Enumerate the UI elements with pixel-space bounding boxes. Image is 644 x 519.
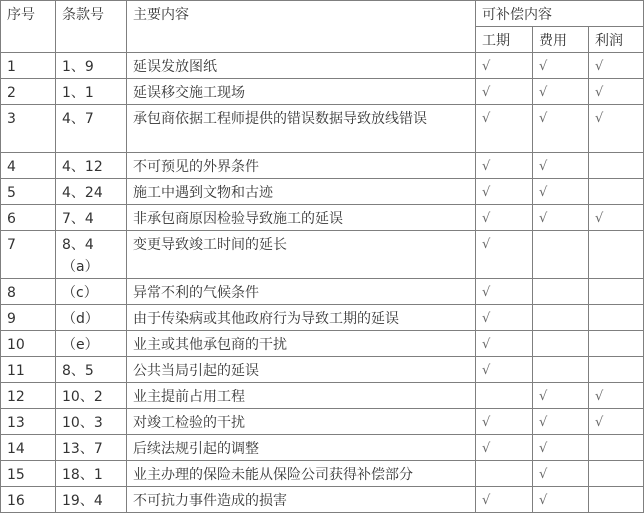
row-clause: 7、4 <box>56 205 127 231</box>
row-cost-mark: √ <box>533 409 589 435</box>
row-cost-mark: √ <box>533 461 589 487</box>
row-clause: （d） <box>56 305 127 331</box>
header-seq: 序号 <box>1 1 56 53</box>
row-cost-mark: √ <box>533 79 589 105</box>
row-clause: 10、3 <box>56 409 127 435</box>
header-compensable: 可补偿内容 <box>476 1 644 27</box>
table-row <box>1 105 644 153</box>
row-duration-mark: √ <box>476 105 533 153</box>
row-content: 承包商依据工程师提供的错误数据导致放线错误 <box>127 105 476 153</box>
row-duration-mark: √ <box>476 331 533 357</box>
table-body <box>1 1 644 513</box>
table-row <box>1 179 644 205</box>
row-seq: 9 <box>1 305 56 331</box>
row-content: 变更导致竣工时间的延长 <box>127 231 476 279</box>
row-cost-mark: √ <box>533 105 589 153</box>
row-seq: 15 <box>1 461 56 487</box>
row-cost-mark: √ <box>533 153 589 179</box>
row-content: 异常不利的气候条件 <box>127 279 476 305</box>
row-profit-mark: √ <box>589 205 644 231</box>
row-seq: 6 <box>1 205 56 231</box>
row-profit-mark: √ <box>589 105 644 153</box>
row-duration-mark: √ <box>476 409 533 435</box>
row-seq: 12 <box>1 383 56 409</box>
row-content: 业主办理的保险未能从保险公司获得补偿部分 <box>127 461 476 487</box>
header-profit: 利润 <box>589 27 644 53</box>
row-content: 由于传染病或其他政府行为导致工期的延误 <box>127 305 476 331</box>
row-cost-mark <box>533 357 589 383</box>
row-profit-mark: √ <box>589 53 644 79</box>
table-row <box>1 461 644 487</box>
row-profit-mark <box>589 435 644 461</box>
row-seq: 11 <box>1 357 56 383</box>
header-duration: 工期 <box>476 27 533 53</box>
row-duration-mark: √ <box>476 231 533 279</box>
row-profit-mark: √ <box>589 409 644 435</box>
row-content: 公共当局引起的延误 <box>127 357 476 383</box>
row-clause: 8、4（a） <box>56 231 127 279</box>
row-duration-mark: √ <box>476 279 533 305</box>
row-duration-mark: √ <box>476 153 533 179</box>
row-cost-mark: √ <box>533 179 589 205</box>
row-profit-mark <box>589 331 644 357</box>
table-row <box>1 487 644 513</box>
row-clause: 18、1 <box>56 461 127 487</box>
row-content: 施工中遇到文物和古迹 <box>127 179 476 205</box>
row-cost-mark: √ <box>533 487 589 513</box>
row-clause: 4、24 <box>56 179 127 205</box>
row-profit-mark: √ <box>589 383 644 409</box>
header-cost: 费用 <box>533 27 589 53</box>
row-seq: 16 <box>1 487 56 513</box>
table-row <box>1 53 644 79</box>
row-seq: 10 <box>1 331 56 357</box>
row-cost-mark <box>533 231 589 279</box>
table-row <box>1 231 644 279</box>
table-row <box>1 279 644 305</box>
row-clause: （c） <box>56 279 127 305</box>
row-content: 后续法规引起的调整 <box>127 435 476 461</box>
row-content: 不可预见的外界条件 <box>127 153 476 179</box>
row-profit-mark <box>589 461 644 487</box>
table-row <box>1 383 644 409</box>
row-duration-mark: √ <box>476 305 533 331</box>
row-content: 不可抗力事件造成的损害 <box>127 487 476 513</box>
table-row <box>1 331 644 357</box>
row-profit-mark <box>589 305 644 331</box>
row-content: 对竣工检验的干扰 <box>127 409 476 435</box>
row-duration-mark: √ <box>476 205 533 231</box>
table-row <box>1 357 644 383</box>
row-duration-mark: √ <box>476 79 533 105</box>
row-duration-mark: √ <box>476 357 533 383</box>
row-duration-mark: √ <box>476 435 533 461</box>
row-cost-mark: √ <box>533 53 589 79</box>
row-content: 业主提前占用工程 <box>127 383 476 409</box>
row-profit-mark <box>589 153 644 179</box>
row-clause: （e） <box>56 331 127 357</box>
row-content: 非承包商原因检验导致施工的延误 <box>127 205 476 231</box>
row-profit-mark <box>589 179 644 205</box>
header-content: 主要内容 <box>127 1 476 53</box>
row-seq: 3 <box>1 105 56 153</box>
row-seq: 14 <box>1 435 56 461</box>
header-row <box>1 1 644 27</box>
row-content: 业主或其他承包商的干扰 <box>127 331 476 357</box>
row-clause: 19、4 <box>56 487 127 513</box>
row-profit-mark <box>589 487 644 513</box>
row-clause: 8、5 <box>56 357 127 383</box>
row-seq: 5 <box>1 179 56 205</box>
row-duration-mark: √ <box>476 53 533 79</box>
row-duration-mark: √ <box>476 487 533 513</box>
row-profit-mark <box>589 279 644 305</box>
row-clause: 10、2 <box>56 383 127 409</box>
row-profit-mark: √ <box>589 79 644 105</box>
row-cost-mark: √ <box>533 205 589 231</box>
row-content: 延误移交施工现场 <box>127 79 476 105</box>
row-duration-mark <box>476 383 533 409</box>
row-cost-mark <box>533 279 589 305</box>
row-cost-mark: √ <box>533 383 589 409</box>
row-seq: 7 <box>1 231 56 279</box>
table-row <box>1 205 644 231</box>
row-seq: 2 <box>1 79 56 105</box>
table-row <box>1 79 644 105</box>
row-clause: 1、9 <box>56 53 127 79</box>
row-duration-mark <box>476 461 533 487</box>
row-cost-mark <box>533 305 589 331</box>
row-duration-mark: √ <box>476 179 533 205</box>
row-seq: 4 <box>1 153 56 179</box>
row-cost-mark: √ <box>533 435 589 461</box>
row-seq: 8 <box>1 279 56 305</box>
row-clause: 4、12 <box>56 153 127 179</box>
row-clause: 13、7 <box>56 435 127 461</box>
row-cost-mark <box>533 331 589 357</box>
table-row <box>1 153 644 179</box>
row-seq: 13 <box>1 409 56 435</box>
table-row <box>1 409 644 435</box>
row-profit-mark <box>589 231 644 279</box>
table-row <box>1 305 644 331</box>
row-seq: 1 <box>1 53 56 79</box>
row-profit-mark <box>589 357 644 383</box>
row-content: 延误发放图纸 <box>127 53 476 79</box>
header-clause: 条款号 <box>56 1 127 53</box>
table-row <box>1 435 644 461</box>
row-clause: 1、1 <box>56 79 127 105</box>
row-clause: 4、7 <box>56 105 127 153</box>
